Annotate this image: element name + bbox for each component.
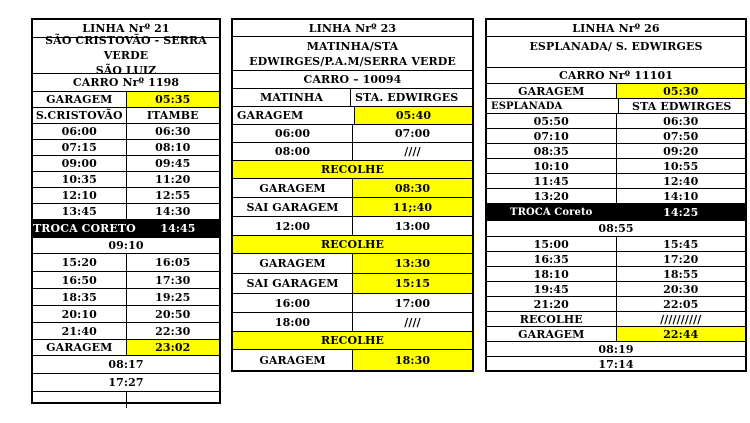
column-header-destination: STA EDWIRGES bbox=[618, 99, 746, 113]
departure-time: 13:20 bbox=[533, 189, 569, 203]
sai-garage-row bbox=[233, 198, 472, 217]
garage-time: 05:40 bbox=[354, 107, 472, 124]
car-number: CARRO Nrº 11101 bbox=[559, 69, 673, 82]
single-time: 17:14 bbox=[598, 358, 634, 371]
return-time: 12:40 bbox=[616, 174, 746, 188]
recolhe-row bbox=[233, 236, 472, 254]
garage-row bbox=[33, 92, 219, 108]
garage-label: GARAGEM bbox=[259, 257, 326, 270]
table-row bbox=[233, 125, 472, 143]
garage-label: GARAGEM bbox=[518, 84, 585, 98]
table-title-row bbox=[487, 20, 745, 37]
single-time: 08:17 bbox=[108, 358, 144, 371]
return-time: 06:30 bbox=[616, 114, 746, 128]
route-row bbox=[487, 37, 745, 68]
garage-time: 13:30 bbox=[352, 254, 472, 273]
departure-time: 07:10 bbox=[533, 129, 569, 143]
table-row bbox=[33, 188, 219, 204]
single-time-row bbox=[487, 221, 745, 237]
recolhe-label: RECOLHE bbox=[519, 312, 583, 326]
sai-garage-time: 15:15 bbox=[352, 274, 472, 293]
departure-time: 08:35 bbox=[533, 144, 569, 158]
empty-cell bbox=[33, 392, 126, 408]
route-line-2: SÃO LUIZ bbox=[95, 64, 157, 77]
sai-garage-label: SAI GARAGEM bbox=[246, 277, 339, 290]
departure-time: 12:00 bbox=[274, 219, 311, 233]
return-time: 14:30 bbox=[126, 204, 220, 219]
table-row bbox=[33, 323, 219, 340]
recolhe-label: RECOLHE bbox=[233, 161, 472, 178]
single-time: 08:19 bbox=[598, 342, 634, 356]
return-time: 20:30 bbox=[616, 282, 746, 296]
return-time: 22:05 bbox=[616, 297, 746, 311]
garage-row bbox=[233, 254, 472, 274]
table-row bbox=[33, 306, 219, 323]
car-row bbox=[487, 68, 745, 84]
garage-label: GARAGEM bbox=[518, 327, 585, 341]
departure-time: 07:15 bbox=[61, 141, 97, 154]
empty-row bbox=[33, 392, 219, 408]
return-time: 17:30 bbox=[126, 272, 220, 288]
table-row bbox=[33, 156, 219, 172]
departure-time: 18:10 bbox=[533, 267, 569, 281]
single-time: 08:55 bbox=[598, 222, 634, 235]
departure-time: 16:50 bbox=[61, 273, 97, 287]
garage-time: 23:02 bbox=[126, 340, 220, 355]
return-time: 13:00 bbox=[352, 217, 472, 235]
table-row bbox=[487, 174, 745, 189]
table-row bbox=[487, 129, 745, 144]
recolhe-value: ////////// bbox=[616, 312, 746, 326]
column-header-origin: S.CRISTOVÃO bbox=[35, 109, 123, 122]
return-time: 19:25 bbox=[126, 289, 220, 305]
recolhe-label: RECOLHE bbox=[233, 236, 472, 253]
column-header-destination: STA. EDWIRGES bbox=[350, 89, 472, 106]
table-row bbox=[487, 282, 745, 297]
return-time: 09:20 bbox=[616, 144, 746, 158]
car-number: CARRO – 10094 bbox=[303, 73, 402, 86]
return-time: 12:55 bbox=[126, 188, 220, 203]
garage-label: GARAGEM bbox=[259, 181, 326, 195]
route-name: MATINHA/STA EDWIRGES/P.A.M/SERRA VERDE bbox=[249, 39, 456, 68]
route-name bbox=[33, 34, 219, 77]
route-line-1: SÃO CRISTOVÃO - SERRA VERDE bbox=[45, 34, 207, 62]
departure-time: 12:10 bbox=[61, 189, 97, 202]
schedule-table-linha-23 bbox=[231, 18, 474, 372]
return-time: 17:00 bbox=[352, 294, 472, 312]
single-time-row bbox=[33, 356, 219, 374]
garage-label: GARAGEM bbox=[259, 353, 326, 367]
table-row bbox=[487, 237, 745, 252]
table-row bbox=[487, 252, 745, 267]
troca-row bbox=[487, 204, 745, 221]
garage-row bbox=[487, 84, 745, 99]
return-time: 15:45 bbox=[616, 237, 746, 251]
return-time: 14:10 bbox=[616, 189, 746, 203]
garage-time: 05:30 bbox=[616, 84, 746, 98]
garage-label: GARAGEM bbox=[46, 341, 113, 354]
table-row bbox=[487, 114, 745, 129]
column-header-origin: MATINHA bbox=[259, 91, 324, 104]
column-header-row bbox=[33, 108, 219, 124]
recolhe-row bbox=[233, 161, 472, 179]
departure-time: 21:20 bbox=[533, 297, 569, 311]
departure-time: 06:00 bbox=[61, 125, 97, 138]
troca-time: 14:25 bbox=[616, 204, 746, 220]
schedule-table-linha-26 bbox=[485, 18, 747, 372]
departure-time: 20:10 bbox=[61, 307, 97, 321]
route-row bbox=[233, 37, 472, 71]
return-time: 08:10 bbox=[126, 140, 220, 155]
troca-label: TROCA Coreto bbox=[487, 204, 616, 220]
empty-cell bbox=[126, 392, 220, 408]
return-time: //// bbox=[352, 313, 472, 331]
departure-time: 05:50 bbox=[533, 114, 569, 128]
departure-time: 10:10 bbox=[533, 159, 569, 173]
recolhe-row bbox=[487, 312, 745, 327]
table-row bbox=[33, 204, 219, 220]
table-row bbox=[487, 267, 745, 282]
return-time: 06:30 bbox=[126, 124, 220, 139]
car-number: CARRO Nrº 1198 bbox=[72, 76, 180, 89]
garage-time: 05:35 bbox=[126, 92, 220, 107]
table-row bbox=[233, 313, 472, 332]
departure-time: 18:00 bbox=[274, 315, 311, 329]
table-row bbox=[33, 272, 219, 289]
single-time: 09:10 bbox=[108, 239, 144, 252]
return-time: 07:50 bbox=[616, 129, 746, 143]
recolhe-label: RECOLHE bbox=[233, 332, 472, 349]
return-time: 16:05 bbox=[126, 254, 220, 271]
schedule-table-linha-21 bbox=[31, 18, 221, 404]
troca-row bbox=[33, 220, 219, 238]
table-row bbox=[233, 143, 472, 161]
departure-time: 16:35 bbox=[533, 252, 569, 266]
return-time: 07:00 bbox=[352, 125, 472, 142]
return-time: 10:55 bbox=[616, 159, 746, 173]
sai-garage-row bbox=[233, 274, 472, 294]
table-row bbox=[487, 189, 745, 204]
departure-time: 15:00 bbox=[533, 237, 569, 251]
car-row bbox=[33, 74, 219, 92]
return-time: 22:30 bbox=[126, 323, 220, 339]
return-time: 09:45 bbox=[126, 156, 220, 171]
departure-time: 09:00 bbox=[61, 157, 97, 170]
garage-time: 08:30 bbox=[352, 179, 472, 197]
return-time: 18:55 bbox=[616, 267, 746, 281]
column-header-origin: ESPLANADA bbox=[491, 100, 563, 112]
departure-time: 19:45 bbox=[533, 282, 569, 296]
table-row bbox=[33, 140, 219, 156]
table-row bbox=[33, 124, 219, 140]
troca-label: TROCA CORETO bbox=[33, 222, 136, 235]
garage-row bbox=[233, 107, 472, 125]
line-title: LINHA Nrº 21 bbox=[82, 22, 170, 35]
departure-time: 21:40 bbox=[61, 324, 97, 338]
departure-time: 18:35 bbox=[61, 290, 97, 304]
garage-time: 22:44 bbox=[616, 327, 746, 341]
column-header-row bbox=[233, 89, 472, 107]
column-header-row bbox=[487, 99, 745, 114]
car-row bbox=[233, 71, 472, 89]
departure-time: 06:00 bbox=[274, 127, 311, 140]
departure-time: 08:00 bbox=[274, 145, 311, 158]
sai-garage-label: SAI GARAGEM bbox=[246, 200, 339, 214]
table-row bbox=[233, 294, 472, 313]
table-row bbox=[487, 297, 745, 312]
return-time: //// bbox=[352, 143, 472, 160]
single-time-row bbox=[33, 238, 219, 254]
return-time: 11:20 bbox=[126, 172, 220, 187]
sai-garage-time: 11;:40 bbox=[352, 198, 472, 216]
garage-return-row bbox=[487, 327, 745, 342]
line-title: LINHA Nrº 23 bbox=[308, 21, 397, 35]
line-title: LINHA Nrº 26 bbox=[572, 21, 660, 35]
column-header-destination: ITAMBE bbox=[126, 108, 220, 123]
departure-time: 16:00 bbox=[274, 296, 311, 310]
table-row bbox=[33, 172, 219, 188]
departure-time: 11:45 bbox=[533, 174, 569, 188]
table-row bbox=[233, 217, 472, 236]
departure-time: 15:20 bbox=[61, 256, 97, 269]
recolhe-row bbox=[233, 332, 472, 350]
single-time-row bbox=[487, 342, 745, 357]
garage-return-row bbox=[33, 340, 219, 356]
garage-label: GARAGEM bbox=[237, 109, 304, 122]
return-time: 17:20 bbox=[616, 252, 746, 266]
garage-row bbox=[233, 350, 472, 370]
table-row bbox=[487, 144, 745, 159]
table-row bbox=[487, 159, 745, 174]
garage-time: 18:30 bbox=[352, 350, 472, 370]
return-time: 20:50 bbox=[126, 306, 220, 322]
route-row bbox=[33, 34, 219, 77]
garage-label: GARAGEM bbox=[46, 93, 113, 106]
table-row bbox=[33, 254, 219, 272]
single-time: 17:27 bbox=[108, 376, 144, 389]
single-time-row bbox=[487, 357, 745, 372]
route-name: ESPLANADA/ S. EDWIRGES bbox=[529, 39, 703, 53]
departure-time: 13:45 bbox=[61, 205, 97, 218]
departure-time: 10:35 bbox=[61, 173, 97, 186]
table-row bbox=[33, 289, 219, 306]
troca-time: 14:45 bbox=[136, 220, 219, 237]
table-title-row bbox=[233, 20, 472, 37]
garage-row bbox=[233, 179, 472, 198]
single-time-row bbox=[33, 374, 219, 392]
